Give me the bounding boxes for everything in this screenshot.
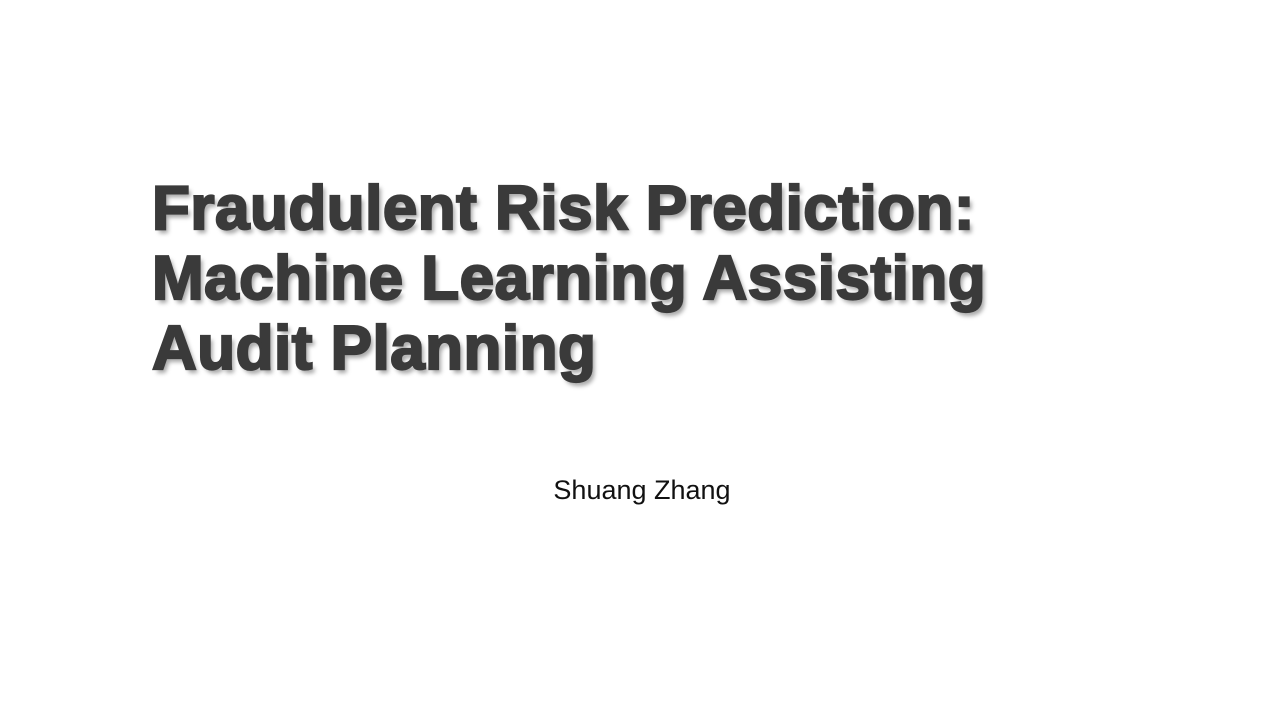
title-line-3: Audit Planning: [152, 314, 597, 383]
slide-title: [152, 174, 1192, 384]
title-line-1: Fraudulent Risk Prediction:: [152, 174, 976, 243]
author-name: Shuang Zhang: [553, 475, 731, 505]
title-line-2: Machine Learning Assisting: [152, 244, 987, 313]
